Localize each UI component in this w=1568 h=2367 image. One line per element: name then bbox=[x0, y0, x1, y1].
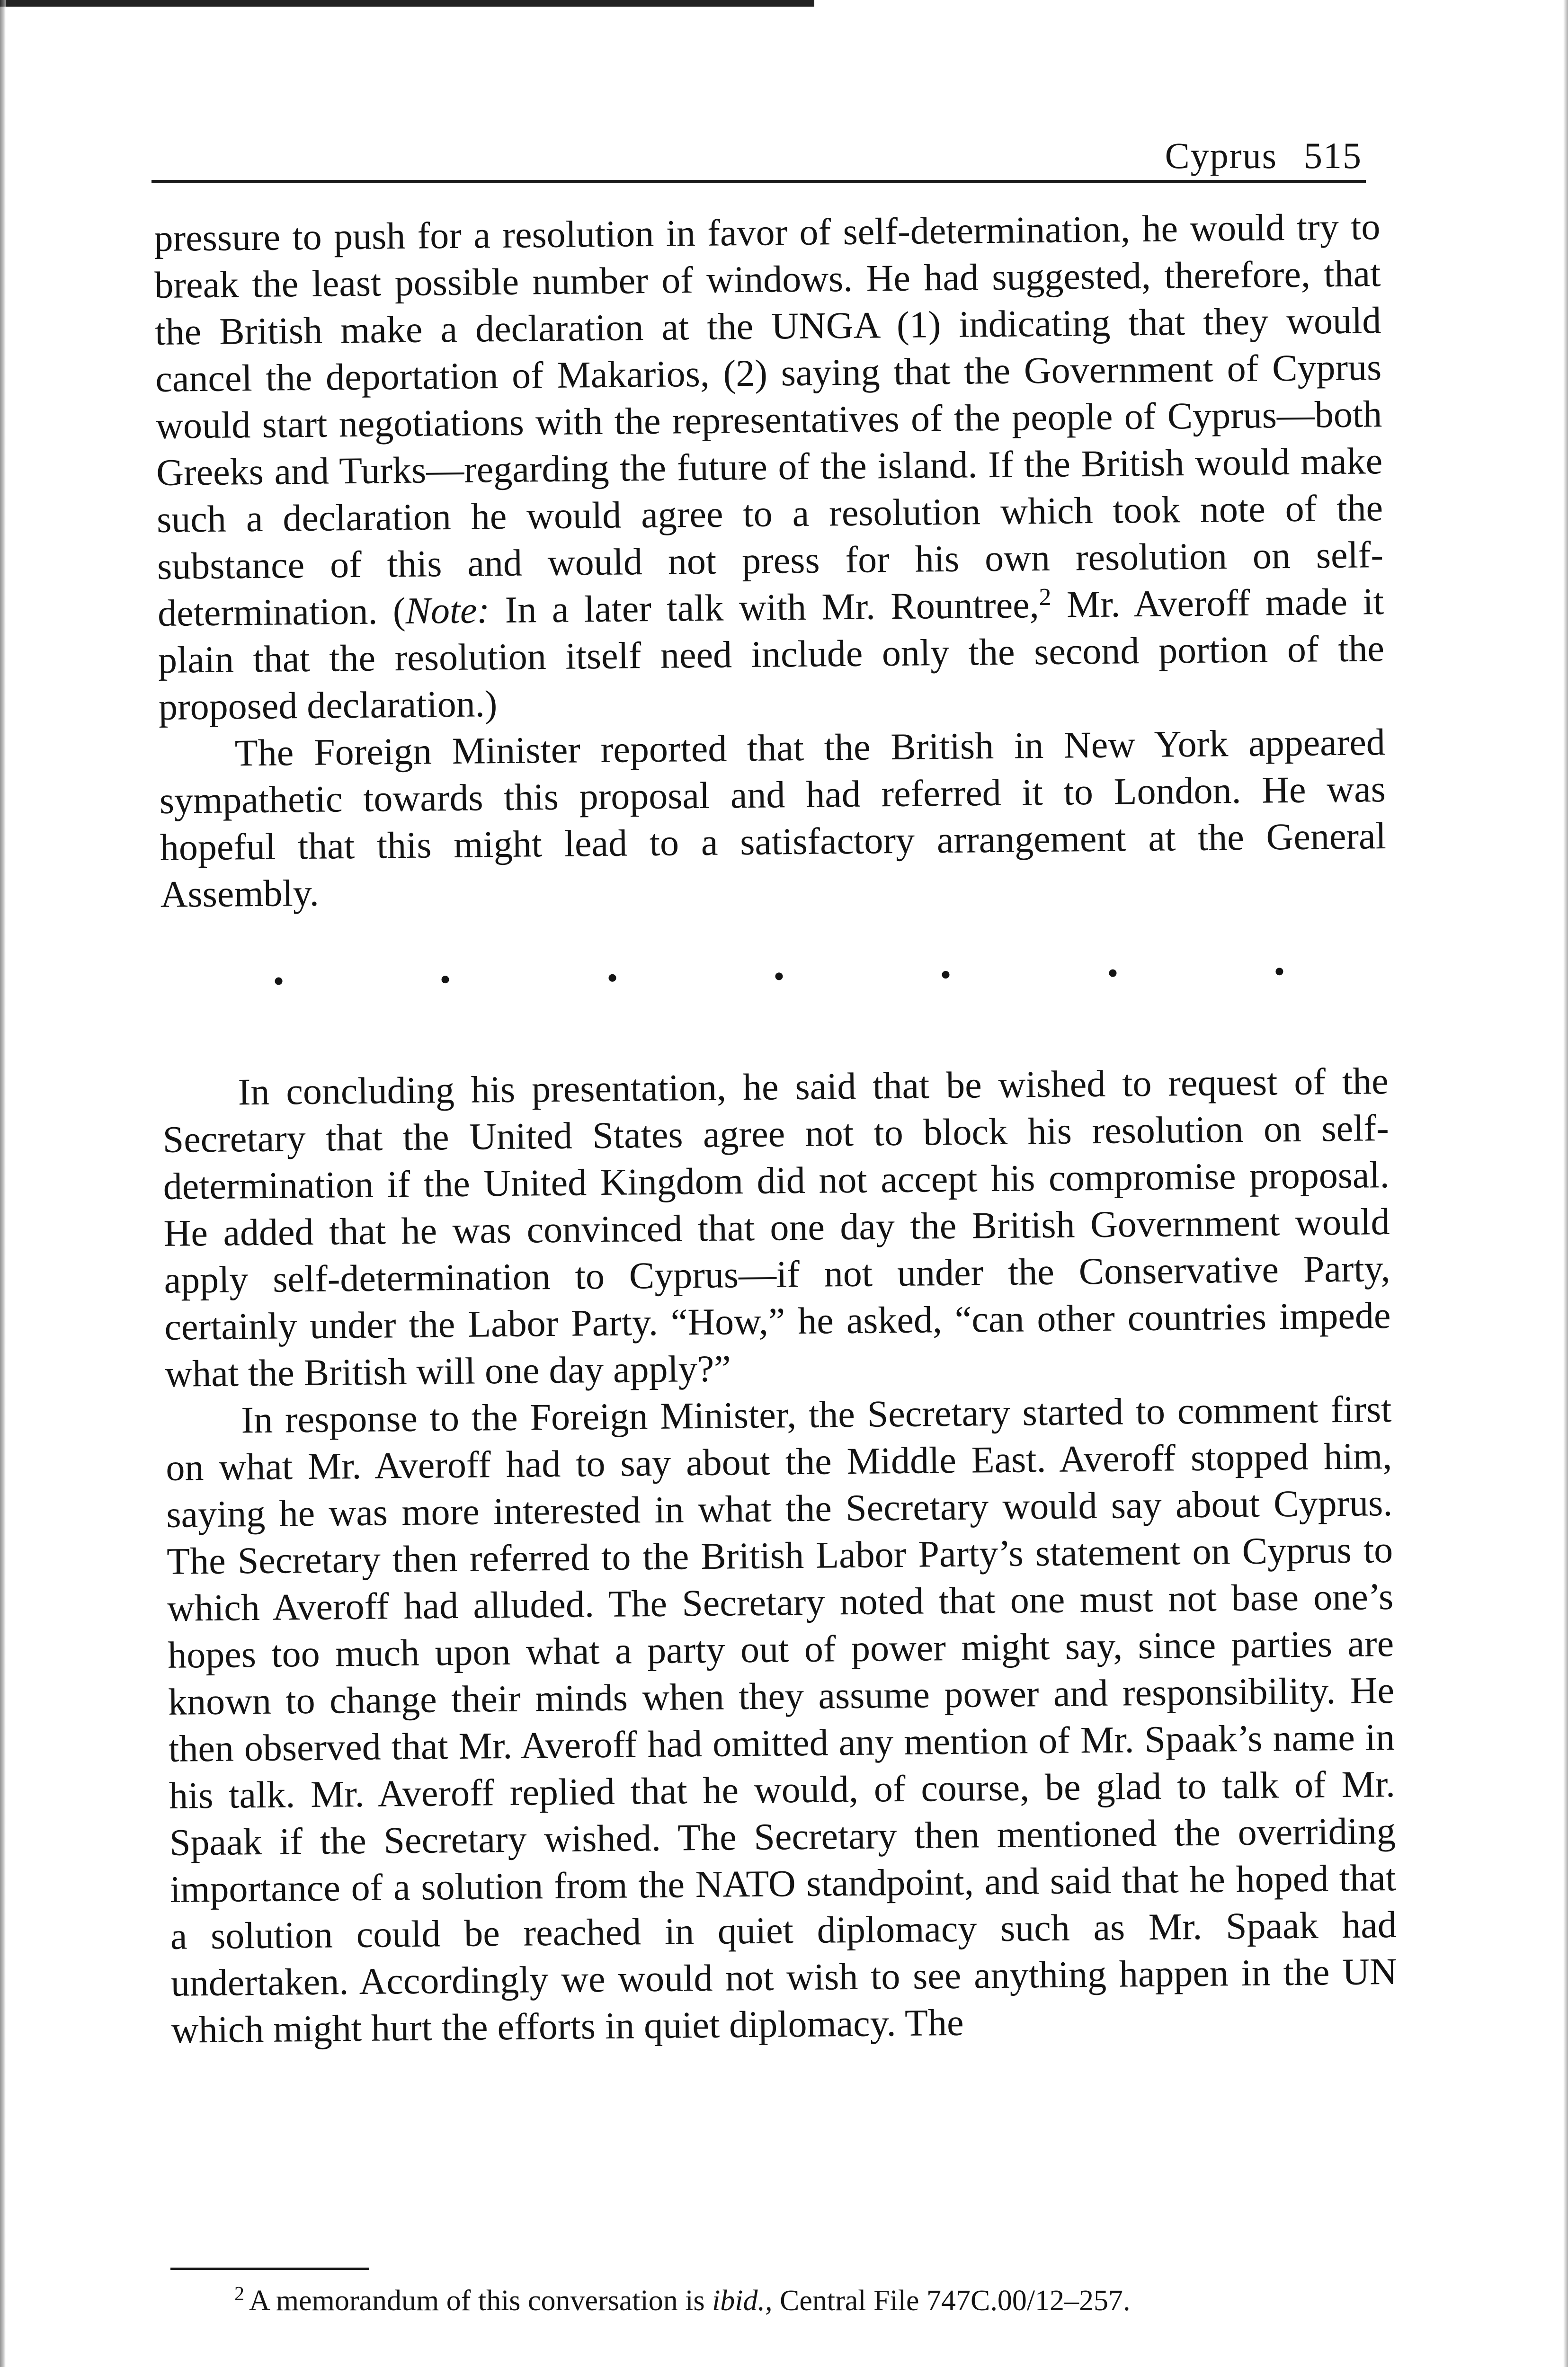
footnote-text: A memorandum of this conversation is bbox=[249, 2285, 713, 2317]
paragraph-4: In response to the Foreign Minister, the Secretary started to comment first on what Mr. Averoff had to say about the Middle East. Averoff stopped him, saying he was more interested in what the Secretary would say about Cyprus. The Secretary then referred to the British Labor Party’s statement on Cyprus to which Averoff had alluded. The Secretary noted that one must not base one’s hopes too much upon what a party out of power might say, since parties are known to change their minds when they assume power and responsibility. He then observed that Mr. Averoff had omitted any mention of Mr. Spaak’s name in his talk. Mr. Averoff replied that he would, of course, be glad to talk of Mr. Spaak if the Secretary wished. The Secretary then mentioned the overriding importance of a solution from the NATO standpoint, and said that he hoped that a solution could be reached in quiet diplomacy such as Mr. Spaak had undertaken. Accordingly we would not wish to see anything happen in the UN which might hurt the efforts in quiet diplomacy. The bbox=[165, 1388, 1398, 2051]
ellipsis-dot bbox=[275, 977, 282, 985]
ellipsis-dot bbox=[442, 976, 449, 983]
header-text bbox=[1165, 134, 1362, 177]
paragraph-1-note-text: In a later talk with Mr. Rountree, bbox=[489, 584, 1040, 632]
paragraph-1-end: Mr. Averoff made it plain that the resolution itself need include only the second portion of the proposed declaration.) bbox=[158, 581, 1385, 728]
omission-ellipsis bbox=[160, 911, 1388, 1041]
scan-right-edge bbox=[1563, 0, 1568, 2367]
ellipsis-dot bbox=[608, 974, 616, 982]
paragraph-3: In concluding his presentation, he said that be wished to request of the Secretary that the United States agree not to block his resolution on self-determination if the United Kingdom did not accept his compromise proposal. He added that he was convinced that one day the British Government would apply self-determination to Cyprus—if not under the Conservative Party, certainly under the Labor Party. “How,” he asked, “can other countries impede what the British will one day apply?” bbox=[162, 1060, 1391, 1395]
running-title: Cyprus bbox=[1165, 135, 1277, 176]
footnote-marker: 2 bbox=[234, 2283, 244, 2305]
note-label: Note: bbox=[405, 589, 490, 632]
paragraph-2: The Foreign Minister reported that the British in New York appeared sympathetic towards this proposal and had referred it to London. He was hopeful that this might lead to a satisfactory arrangement at the General Assembly. bbox=[159, 721, 1387, 916]
footnote-reference: 2 bbox=[1039, 583, 1051, 611]
footnote bbox=[234, 2282, 1371, 2320]
footnote-citation: Central File 747C.00/12–257. bbox=[772, 2285, 1131, 2317]
running-header bbox=[151, 128, 1366, 183]
footnote-divider bbox=[170, 2268, 369, 2270]
ellipsis-dot bbox=[775, 972, 783, 980]
ellipsis-dot bbox=[1275, 968, 1283, 975]
scan-top-edge bbox=[0, 0, 814, 7]
body-text bbox=[154, 204, 1398, 2054]
ellipsis-dot bbox=[1109, 970, 1116, 977]
scan-left-edge bbox=[0, 0, 6, 2367]
ellipsis-dot bbox=[942, 971, 950, 979]
paragraph-1 bbox=[154, 204, 1385, 731]
footnote-ibid: ibid., bbox=[712, 2285, 773, 2317]
paragraph-1-text: pressure to push for a resolution in favor of self-determination, he would try to break the least possible number of windows. He had suggested, therefore, that the British make a declaration at the UNGA (1) indicating that they would cancel the deportation of Makarios, (2) saying that the Government of Cyprus would start negotiations with the representatives of the people of Cyprus—both Greeks and Turks—regarding the future of the island. If the British would make such a declaration he would agree to a resolution which took note of the substance of this and would not press for his own resolution on self-determination. ( bbox=[154, 206, 1384, 634]
page-number: 515 bbox=[1304, 135, 1362, 176]
